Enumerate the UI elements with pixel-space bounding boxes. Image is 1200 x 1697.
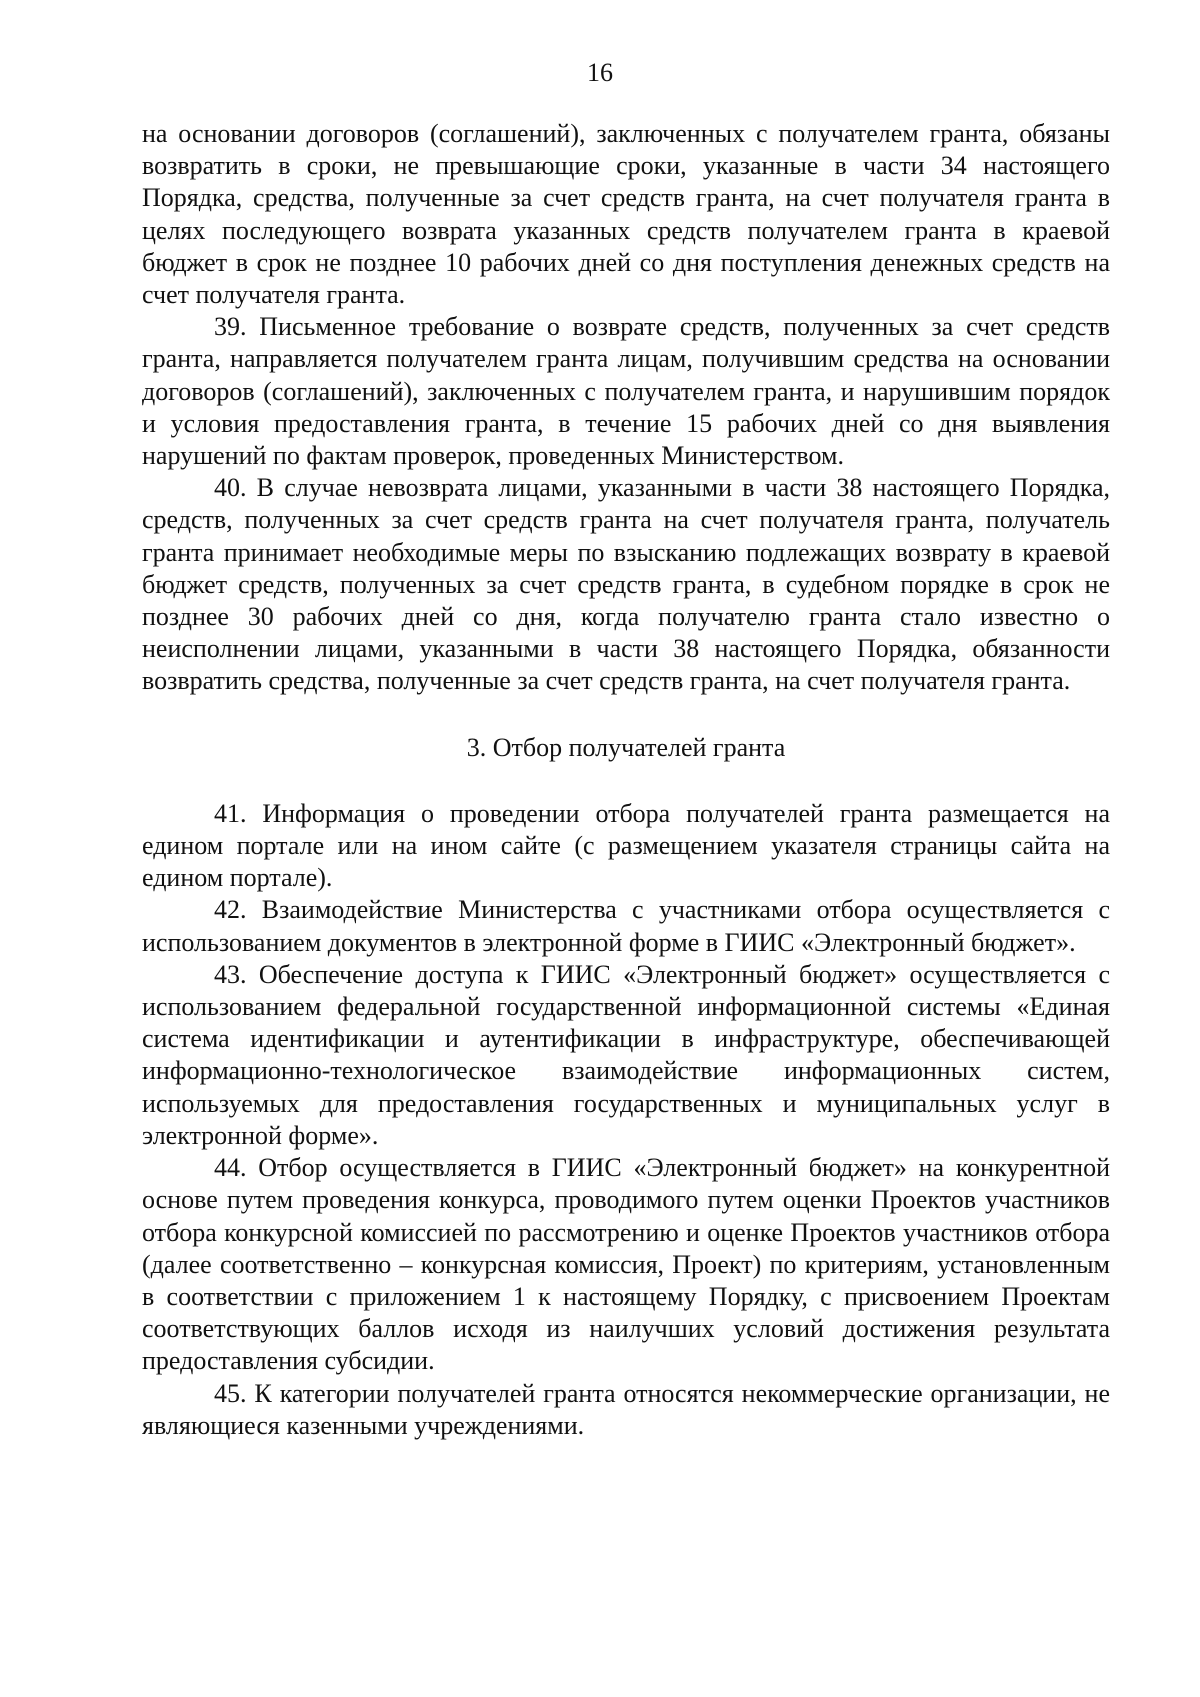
- paragraph-continuation: на основании договоров (соглашений), заключенных с получателем гранта, обязаны возвратить в сроки, не превышающие сроки, указанные в части 34 настоящего Порядка, средства, полученные за счет средств гранта, на счет получателя гранта в целях последующего возврата указанных средств получателем гранта в краевой бюджет в срок не позднее 10 рабочих дней со дня поступления денежных средств на счет получателя гранта.: [142, 119, 1110, 310]
- paragraph-41: 41. Информация о проведении отбора получателей гранта размещается на едином портале или на ином сайте (с размещением указателя страницы сайта на едином портале).: [142, 798, 1110, 893]
- paragraph-43: 43. Обеспечение доступа к ГИИС «Электронный бюджет» осуществляется с использованием федеральной государственной информационной системы «Единая система идентификации и аутентификации в инфраструктуре, обеспечивающей информационно-технологическое взаимодействие информационных систем, используемых для предоставления государственных и муниципальных услуг в электронной форме».: [142, 959, 1110, 1150]
- paragraph-42: 42. Взаимодействие Министерства с участниками отбора осуществляется с использованием документов в электронной форме в ГИИС «Электронный бюджет».: [142, 895, 1110, 957]
- paragraph-45: 45. К категории получателей гранта относятся некоммерческие организации, не являющиеся казенными учреждениями.: [142, 1378, 1110, 1440]
- document-body: [142, 118, 1110, 1442]
- page-number: 16: [587, 58, 613, 87]
- paragraph-44: 44. Отбор осуществляется в ГИИС «Электронный бюджет» на конкурентной основе путем проведения конкурса, проводимого путем оценки Проектов участников отбора конкурсной комиссией по рассмотрению и оценке Проектов участников отбора (далее соответственно – конкурсная комиссия, Проект) по критериям, установленным в соответствии с приложением 1 к настоящему Порядку, с присвоением Проектам соответствующих баллов исходя из наилучших условий достижения результата предоставления субсидии.: [142, 1153, 1110, 1376]
- section-heading: 3. Отбор получателей гранта: [466, 732, 786, 762]
- paragraph-39: 39. Письменное требование о возврате средств, полученных за счет средств гранта, направляется получателем гранта лицам, получившим средства на основании договоров (соглашений), заключенных с получателем гранта, и нарушившим порядок и условия предоставления гранта, в течение 15 рабочих дней со дня выявления нарушений по фактам проверок, проведенных Министерством.: [142, 312, 1110, 471]
- paragraph-40: 40. В случае невозврата лицами, указанными в части 38 настоящего Порядка, средств, полученных за счет средств гранта на счет получателя гранта, получатель гранта принимает необходимые меры по взысканию подлежащих возврату в краевой бюджет средств, полученных за счет средств гранта, в судебном порядке в срок не позднее 30 рабочих дней со дня, когда получателю гранта стало известно о неисполнении лицами, указанными в части 38 настоящего Порядка, обязанности возвратить средства, полученные за счет средств гранта, на счет получателя гранта.: [142, 473, 1110, 696]
